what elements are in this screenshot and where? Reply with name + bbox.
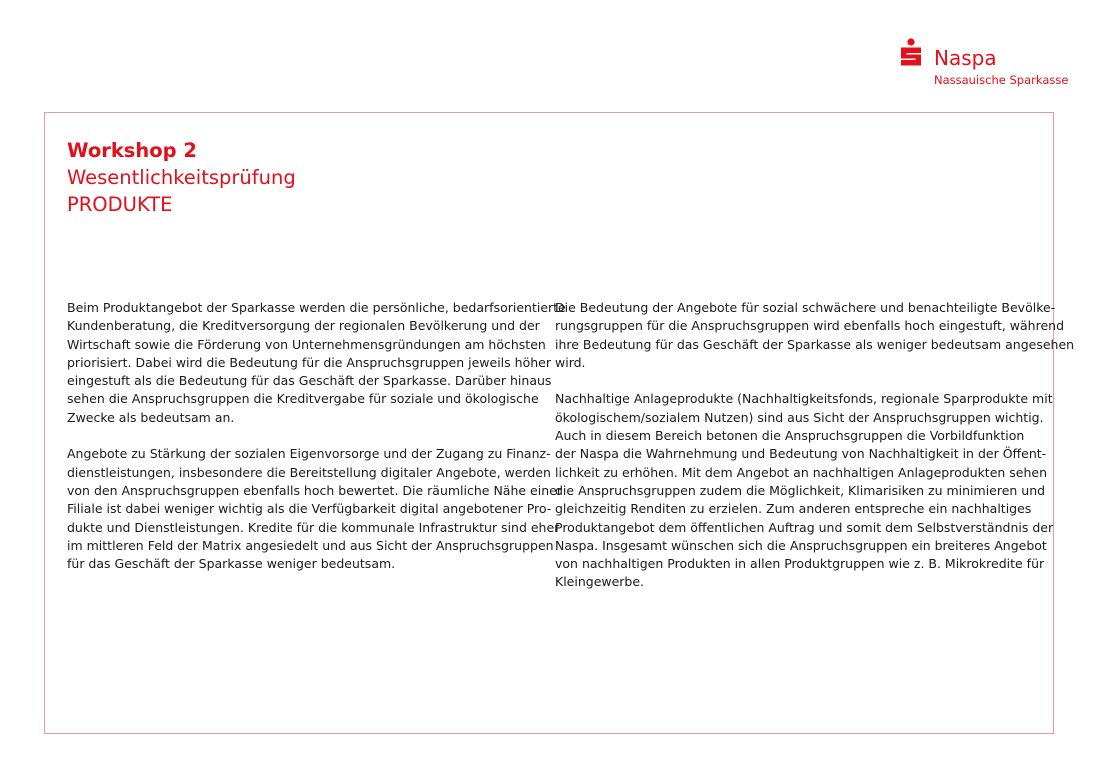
heading-topic: Wesentlichkeitsprüfung [67, 166, 296, 189]
text-line: Naspa. Insgesamt wünschen sich die Anspruchsgruppen ein breiteres Angebot [555, 537, 1047, 553]
sparkasse-s-logo-icon [898, 38, 924, 70]
text-line: eingestuft als die Bedeutung für das Geschäft der Sparkasse. Darüber hinaus [67, 373, 552, 389]
logo-name: Naspa [934, 46, 997, 70]
text-line: rungsgruppen für die Anspruchsgruppen wird ebenfalls hoch eingestuft, während [555, 318, 1065, 334]
logo-subtitle: Nassauische Sparkasse [934, 73, 1069, 87]
text-line: im mittleren Feld der Matrix angesiedelt und aus Sicht der Anspruchsgruppen [67, 537, 554, 553]
text-line: Beim Produktangebot der Sparkasse werden die persönliche, bedarfsorientierte [67, 300, 566, 315]
right-paragraph-2 [555, 390, 1054, 591]
left-text-column [67, 299, 566, 592]
text-line: dienstleistungen, insbesondere die Bereitstellung digitaler Angebote, werden [67, 464, 551, 480]
text-line: priorisiert. Dabei wird die Bedeutung für die Anspruchsgruppen jeweils höher [67, 354, 551, 370]
text-line: Zwecke als bedeutsam an. [67, 409, 235, 425]
text-line: ihre Bedeutung für das Geschäft der Sparkasse als weniger bedeutsam angesehen [555, 336, 1075, 352]
text-line: dukte und Dienstleistungen. Kredite für die kommunale Infrastruktur sind eher [67, 519, 560, 535]
text-line: Die Bedeutung der Angebote für sozial schwächere und benachteiligte Bevölke- [555, 300, 1056, 315]
right-paragraph-1 [555, 299, 1075, 372]
text-line: Angebote zu Stärkung der sozialen Eigenvorsorge und der Zugang zu Finanz- [67, 446, 551, 462]
left-paragraph-1 [67, 299, 566, 427]
heading-workshop: Workshop 2 [67, 139, 197, 162]
text-line: von nachhaltigen Produkten in allen Produktgruppen wie z. B. Mikrokredite für [555, 556, 1045, 572]
text-line: für das Geschäft der Sparkasse weniger bedeutsam. [67, 556, 396, 572]
text-line: Filiale ist dabei weniger wichtig als die Verfügbarkeit digital angebotener Pro- [67, 501, 552, 517]
text-line: Produktangebot dem öffentlichen Auftrag und somit dem Selbstverständnis der [555, 519, 1054, 535]
text-line: Nachhaltige Anlageprodukte (Nachhaltigkeitsfonds, regionale Sparprodukte mit [555, 391, 1053, 407]
text-line: wird. [555, 354, 586, 370]
text-line: Auch in diesem Bereich betonen die Anspruchsgruppen die Vorbildfunktion [555, 428, 1025, 444]
naspa-logo [898, 38, 1068, 88]
text-line: sehen die Anspruchsgruppen die Kreditvergabe für soziale und ökologische [67, 391, 539, 407]
page-heading [67, 137, 296, 218]
left-paragraph-2 [67, 445, 562, 573]
text-line: von den Anspruchsgruppen ebenfalls hoch bewertet. Die räumliche Nähe einer [67, 482, 562, 498]
text-line: Kundenberatung, die Kreditversorgung der regionalen Bevölkerung und der [67, 318, 540, 334]
text-line: ökologischem/sozialem Nutzen) sind aus Sicht der Anspruchsgruppen wichtig. [555, 409, 1044, 425]
text-line: gleichzeitig Renditen zu erzielen. Zum anderen entspreche ein nachhaltiges [555, 501, 1032, 517]
heading-section: PRODUKTE [67, 193, 173, 216]
text-line: der Naspa die Wahrnehmung und Bedeutung von Nachhaltigkeit in der Öffent- [555, 446, 1047, 462]
text-line: Wirtschaft sowie die Förderung von Unternehmensgründungen am höchsten [67, 336, 546, 352]
right-text-column [555, 299, 1075, 610]
text-line: lichkeit zu erhöhen. Mit dem Angebot an nachhaltigen Anlageprodukten sehen [555, 464, 1048, 480]
text-line: die Anspruchsgruppen zudem die Möglichkeit, Klimarisiken zu minimieren und [555, 482, 1046, 498]
text-line: Kleingewerbe. [555, 574, 645, 590]
